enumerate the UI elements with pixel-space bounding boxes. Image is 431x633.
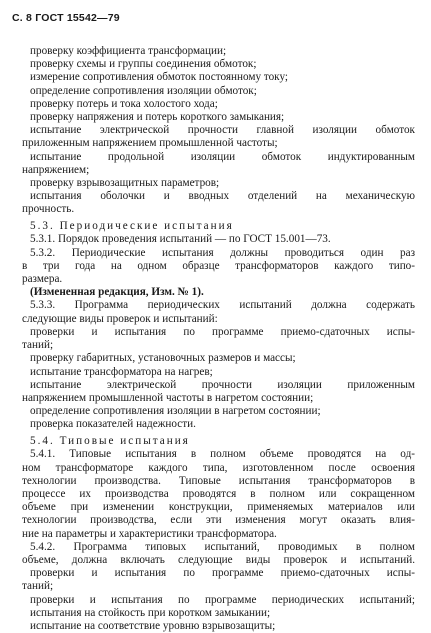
text-line: в три года на одном образце трансформаторов каждого типо- (22, 260, 415, 272)
text-line: следующие виды проверок и испытаний: (22, 313, 218, 325)
text-line: ние на параметры и характеристики трансформатора. (22, 528, 277, 540)
text-line: испытания на стойкость при коротком замыкании; (30, 607, 271, 619)
text-line: таний; (22, 580, 54, 592)
text-line: проверку напряжения и потерь короткого замыкания; (30, 111, 285, 123)
text-line: проверку габаритных, установочных размеров и массы; (30, 352, 296, 364)
text-line: прочность. (22, 203, 75, 215)
text-line: объеме, должна включать следующие виды проверок и испытаний. (22, 554, 415, 566)
text-line: 5.4. Типовые испытания (30, 435, 190, 447)
text-line: проверку схемы и группы соединения обмоток; (30, 58, 257, 70)
text-line: испытание на соответствие уровню взрывозащиты; (30, 620, 276, 632)
text-line: напряжением; (22, 164, 90, 176)
text-line: проверку потерь и тока холостого хода; (30, 98, 218, 110)
text-line: 5.4.1. Типовые испытания в полном объеме проводятся на од- (30, 448, 415, 460)
text-line: измерение сопротивления обмоток постоянному току; (30, 71, 289, 83)
text-line: 5.3.3. Программа периодических испытаний должна содержать (30, 299, 415, 311)
text-line: 5.3.1. Порядок проведения испытаний — по ГОСТ 15.001—73. (30, 233, 331, 245)
text-line: 5.3. Периодические испытания (30, 220, 234, 232)
text-line: 5.4.2. Программа типовых испытаний, проводимых в полном (30, 541, 415, 553)
text-line: проверки и испытания по программе приемо-сдаточных испы- (30, 567, 415, 579)
text-line: определение сопротивления изоляции обмоток; (30, 85, 257, 97)
text-line: испытание электрической прочности главной изоляции обмоток (30, 124, 415, 136)
text-line: технологии производства, если эти изменения могут оказать влия- (22, 514, 415, 526)
standard-code: ГОСТ 15542—79 (35, 12, 120, 24)
text-line: таний; (22, 339, 54, 351)
text-line: ном трансформаторе каждого типа, изготовленном после освоения (22, 462, 415, 474)
text-line: испытания оболочки и вводных отделений на механическую (30, 190, 415, 202)
text-line: напряжением промышленной частоты в нагретом состоянии; (22, 392, 314, 404)
text-line: проверка показателей надежности. (30, 418, 196, 430)
text-line: размера. (22, 273, 63, 285)
text-line: технологии производства. Типовые испытания трансформаторов в (22, 475, 415, 487)
text-line: объеме при изменении конструкции, применяемых материалов или (22, 501, 415, 513)
text-line: проверку взрывозащитных параметров; (30, 177, 220, 189)
text-line: процессе их производства проводятся в полном или сокращенном (22, 488, 415, 500)
text-line: (Измененная редакция, Изм. № 1). (30, 286, 204, 298)
page-number: С. 8 (12, 12, 33, 24)
text-line: 5.3.2. Периодические испытания должны проводиться один раз (30, 247, 415, 259)
text-line: проверку коэффициента трансформации; (30, 45, 227, 57)
text-line: испытание трансформатора на нагрев; (30, 366, 213, 378)
text-line: проверки и испытания по программе периодических испытаний; (30, 594, 415, 606)
text-line: определение сопротивления изоляции в нагретом состоянии; (30, 405, 321, 417)
text-line: испытание продольной изоляции обмоток индуктированным (30, 151, 415, 163)
text-line: приложенным напряжением промышленной частоты; (22, 137, 278, 149)
text-line: проверки и испытания по программе приемо-сдаточных испы- (30, 326, 415, 338)
text-line: испытание электрической прочности изоляции приложенным (30, 379, 415, 391)
